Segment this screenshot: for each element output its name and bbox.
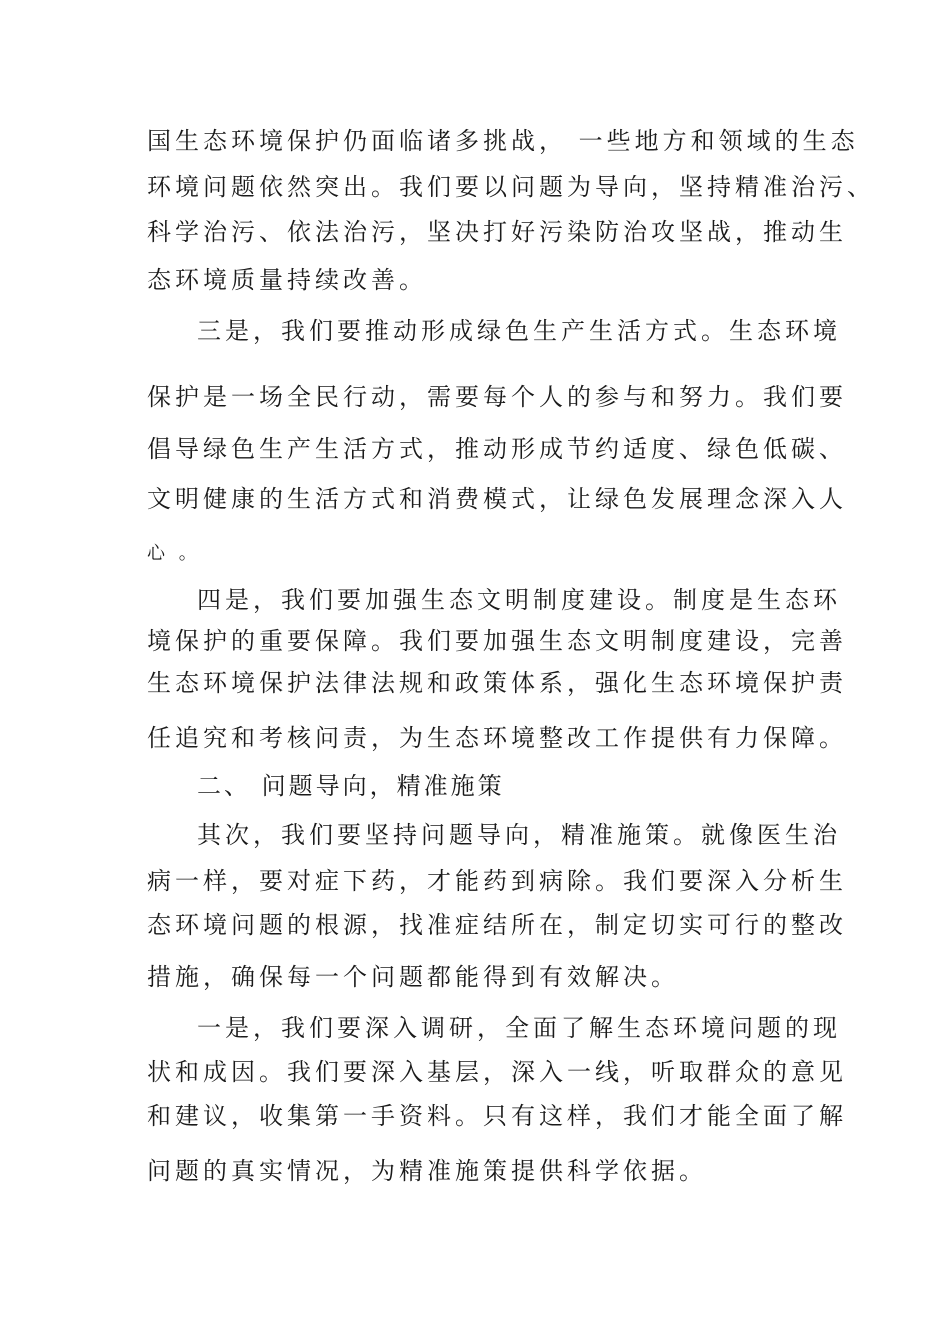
text-line: 病一样，要对症下药，才能药到病除。我们要深入分析生 xyxy=(147,867,847,895)
text-line: 文明健康的生活方式和消费模式，让绿色发展理念深入人 xyxy=(147,485,847,513)
text-line: 境保护的重要保障。我们要加强生态文明制度建设，完善 xyxy=(147,627,847,655)
section-heading: 二、 问题导向，精准施策 xyxy=(197,772,505,800)
text-line: 科学治污、依法治污，坚决打好污染防治攻坚战，推动生 xyxy=(147,218,847,246)
text-line: 国生态环境保护仍面临诸多挑战， 一些地方和领域的生态 xyxy=(147,127,859,155)
text-line: 措施，确保每一个问题都能得到有效解决。 xyxy=(147,963,679,991)
text-line: 态环境质量持续改善。 xyxy=(147,266,427,294)
text-line: 问题的真实情况，为精准施策提供科学依据。 xyxy=(147,1157,707,1185)
text-line: 生态环境保护法律法规和政策体系，强化生态环境保护责 xyxy=(147,669,847,697)
text-line: 状和成因。我们要深入基层，深入一线，听取群众的意见 xyxy=(147,1058,847,1086)
text-line: 倡导绿色生产生活方式，推动形成节约适度、绿色低碳、 xyxy=(147,435,847,463)
paragraph-first-line: 三是，我们要推动形成绿色生产生活方式。生态环境 xyxy=(197,317,841,345)
text-line: 和建议，收集第一手资料。只有这样，我们才能全面了解 xyxy=(147,1102,847,1130)
text-line: 心 。 xyxy=(147,543,201,564)
paragraph-first-line: 四是，我们要加强生态文明制度建设。制度是生态环 xyxy=(197,586,841,614)
text-line: 环境问题依然突出。我们要以问题为导向，坚持精准治污、 xyxy=(147,173,875,201)
text-line: 任追究和考核问责，为生态环境整改工作提供有力保障。 xyxy=(147,724,847,752)
text-line: 态环境问题的根源，找准症结所在，制定切实可行的整改 xyxy=(147,911,847,939)
paragraph-first-line: 一是，我们要深入调研，全面了解生态环境问题的现 xyxy=(197,1014,841,1042)
paragraph-first-line: 其次，我们要坚持问题导向，精准施策。就像医生治 xyxy=(197,821,841,849)
text-line: 保护是一场全民行动，需要每个人的参与和努力。我们要 xyxy=(147,383,847,411)
